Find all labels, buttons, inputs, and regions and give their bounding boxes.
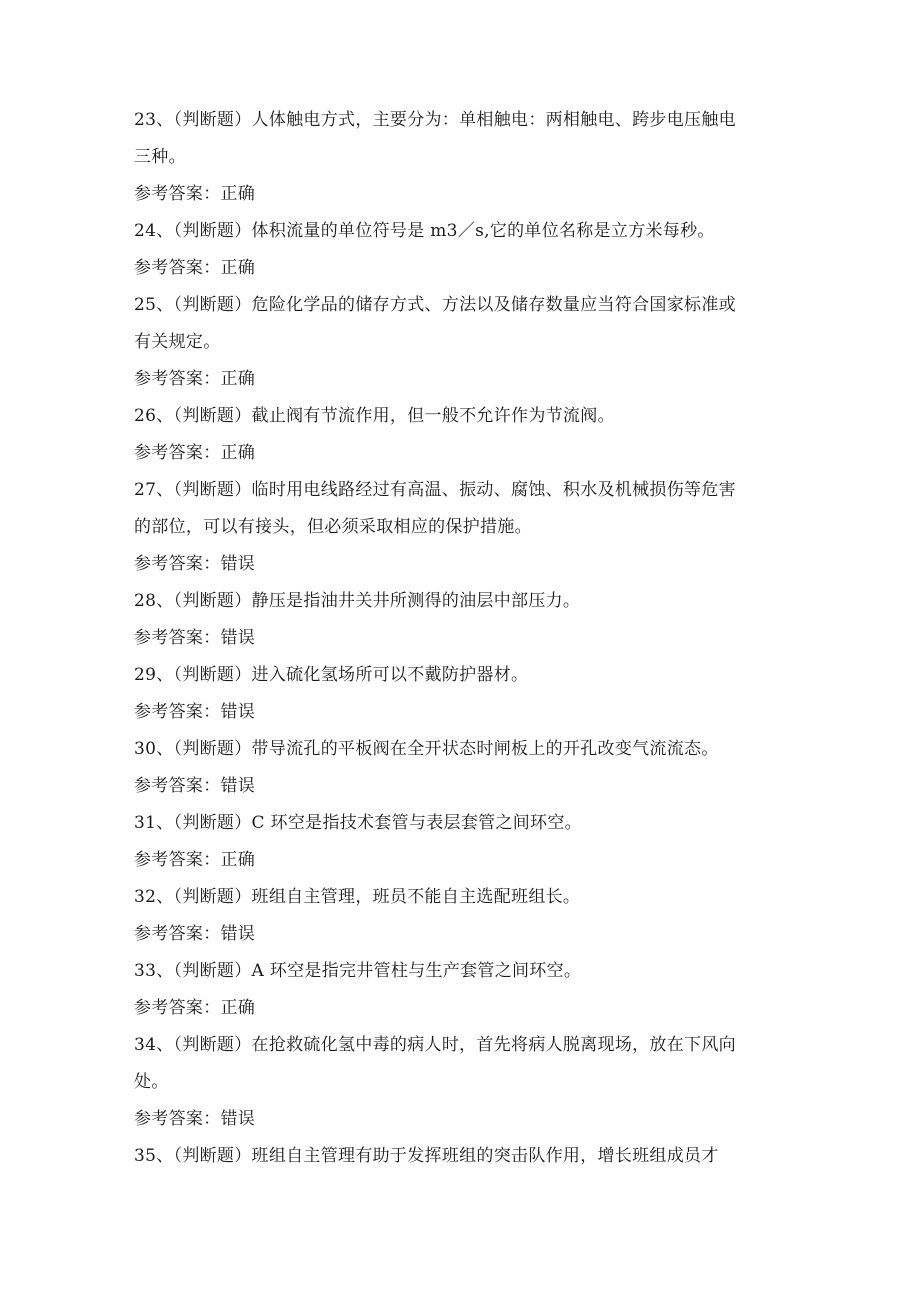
answer-26: 参考答案：正确: [134, 443, 256, 463]
question-31-line-1: 31、（判断题）C 环空是指技术套管与表层套管之间环空。: [134, 813, 582, 833]
question-26-line-1: 26、（判断题）截止阀有节流作用，但一般不允许作为节流阀。: [134, 406, 615, 426]
answer-29: 参考答案：错误: [134, 702, 256, 722]
question-29-line-1: 29、（判断题）进入硫化氢场所可以不戴防护器材。: [134, 665, 529, 685]
question-24-line-1: 24、（判断题）体积流量的单位符号是 m3／s,它的单位名称是立方米每秒。: [134, 221, 715, 241]
question-23-line-2: 三种。: [134, 147, 186, 167]
question-25-line-1: 25、（判断题）危险化学品的储存方式、方法以及储存数量应当符合国家标准或: [134, 295, 736, 315]
question-30-line-1: 30、（判断题）带导流孔的平板阀在全开状态时闸板上的开孔改变气流流态。: [134, 739, 719, 759]
question-32-line-1: 32、（判断题）班组自主管理，班员不能自主选配班组长。: [134, 887, 581, 907]
document-page: [134, 102, 794, 1175]
question-27-line-2: 的部位，可以有接头，但必须采取相应的保护措施。: [134, 517, 532, 537]
answer-30: 参考答案：错误: [134, 776, 256, 796]
answer-23: 参考答案：正确: [134, 184, 256, 204]
answer-34: 参考答案：错误: [134, 1109, 256, 1129]
answer-28: 参考答案：错误: [134, 628, 256, 648]
question-34-line-1: 34、（判断题）在抢救硫化氢中毒的病人时，首先将病人脱离现场，放在下风向: [134, 1035, 736, 1055]
answer-31: 参考答案：正确: [134, 850, 256, 870]
answer-24: 参考答案：正确: [134, 258, 256, 278]
question-28-line-1: 28、（判断题）静压是指油井关井所测得的油层中部压力。: [134, 591, 581, 611]
answer-25: 参考答案：正确: [134, 369, 256, 389]
question-35-line-1: 35、（判断题）班组自主管理有助于发挥班组的突击队作用，增长班组成员才: [134, 1146, 719, 1166]
question-25-line-2: 有关规定。: [134, 332, 221, 352]
question-33-line-1: 33、（判断题）A 环空是指完井管柱与生产套管之间环空。: [134, 961, 582, 981]
question-34-line-2: 处。: [134, 1072, 169, 1092]
answer-32: 参考答案：错误: [134, 924, 256, 944]
answer-27: 参考答案：错误: [134, 554, 256, 574]
question-23-line-1: 23、（判断题）人体触电方式，主要分为：单相触电：两相触电、跨步电压触电: [134, 110, 736, 130]
answer-33: 参考答案：正确: [134, 998, 256, 1018]
question-27-line-1: 27、（判断题）临时用电线路经过有高温、振动、腐蚀、积水及机械损伤等危害: [134, 480, 736, 500]
